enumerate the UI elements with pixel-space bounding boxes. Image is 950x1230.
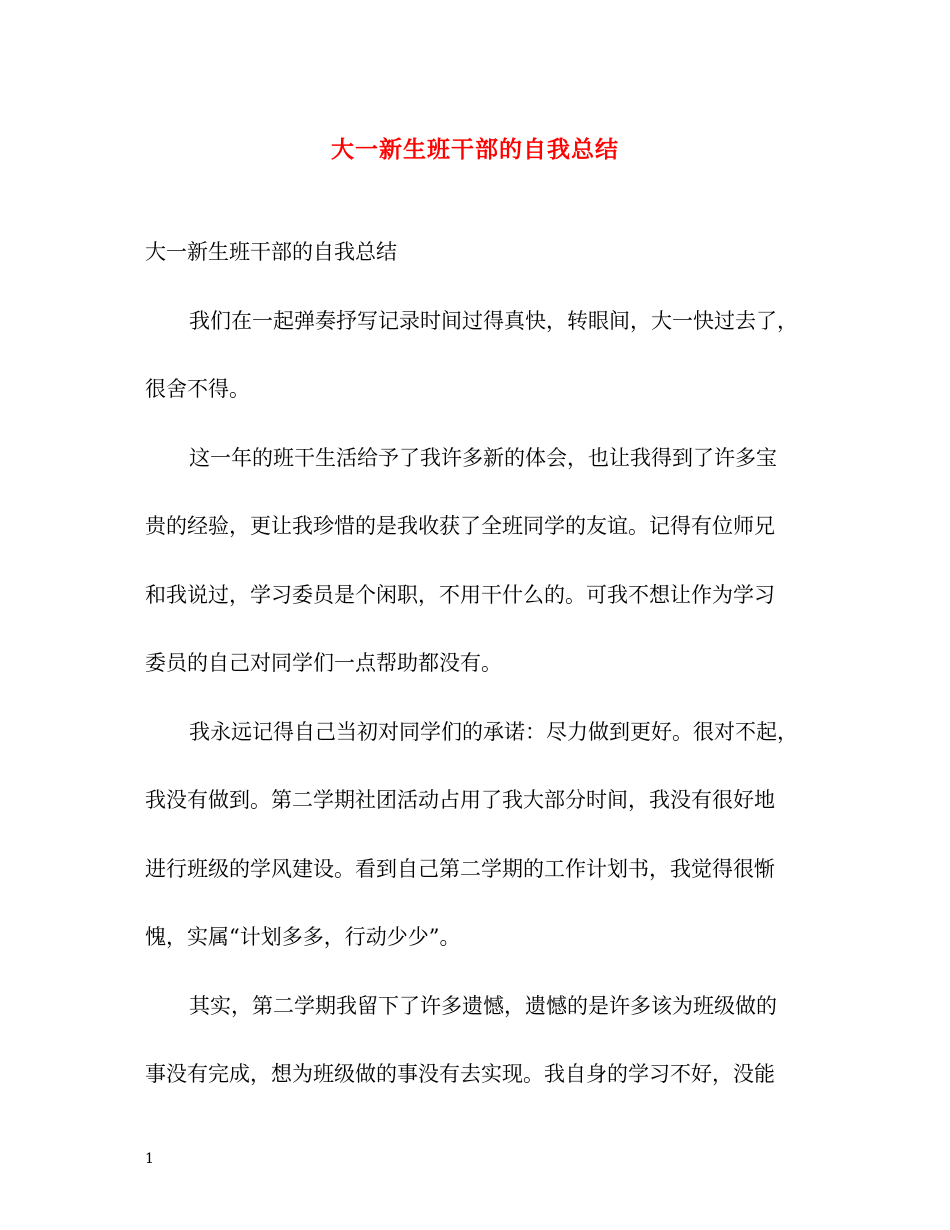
document-line: 我永远记得自己当初对同学们的承诺：尽力做到更好。很对不起， — [189, 719, 798, 744]
document-line: 愧，实属“计划多多，行动少少”。 — [145, 925, 461, 949]
document-line: 大一新生班干部的自我总结 — [145, 240, 397, 264]
document-line: 我没有做到。第二学期社团活动占用了我大部分时间，我没有很好地 — [145, 788, 775, 812]
document-line: 我们在一起弹奏抒写记录时间过得真快，转眼间，大一快过去了， — [189, 308, 798, 333]
document-line: 贵的经验，更让我珍惜的是我收获了全班同学的友谊。记得有位师兄 — [145, 514, 775, 538]
document-line: 这一年的班干生活给予了我许多新的体会，也让我得到了许多宝 — [189, 445, 777, 470]
document-line: 事没有完成，想为班级做的事没有去实现。我自身的学习不好，没能 — [145, 1062, 775, 1086]
document-line: 委员的自己对同学们一点帮助都没有。 — [145, 651, 502, 675]
document-line: 和我说过，学习委员是个闲职，不用干什么的。可我不想让作为学习 — [145, 582, 775, 607]
document-title: 大一新生班干部的自我总结 — [331, 136, 619, 163]
document-line: 很舍不得。 — [145, 377, 250, 401]
document-line: 其实，第二学期我留下了许多遗憾，遗憾的是许多该为班级做的 — [189, 993, 777, 1018]
document-line: 进行班级的学风建设。看到自己第二学期的工作计划书，我觉得很惭 — [145, 856, 775, 881]
document-body — [145, 218, 807, 1109]
page-number: 1 — [145, 1151, 154, 1167]
